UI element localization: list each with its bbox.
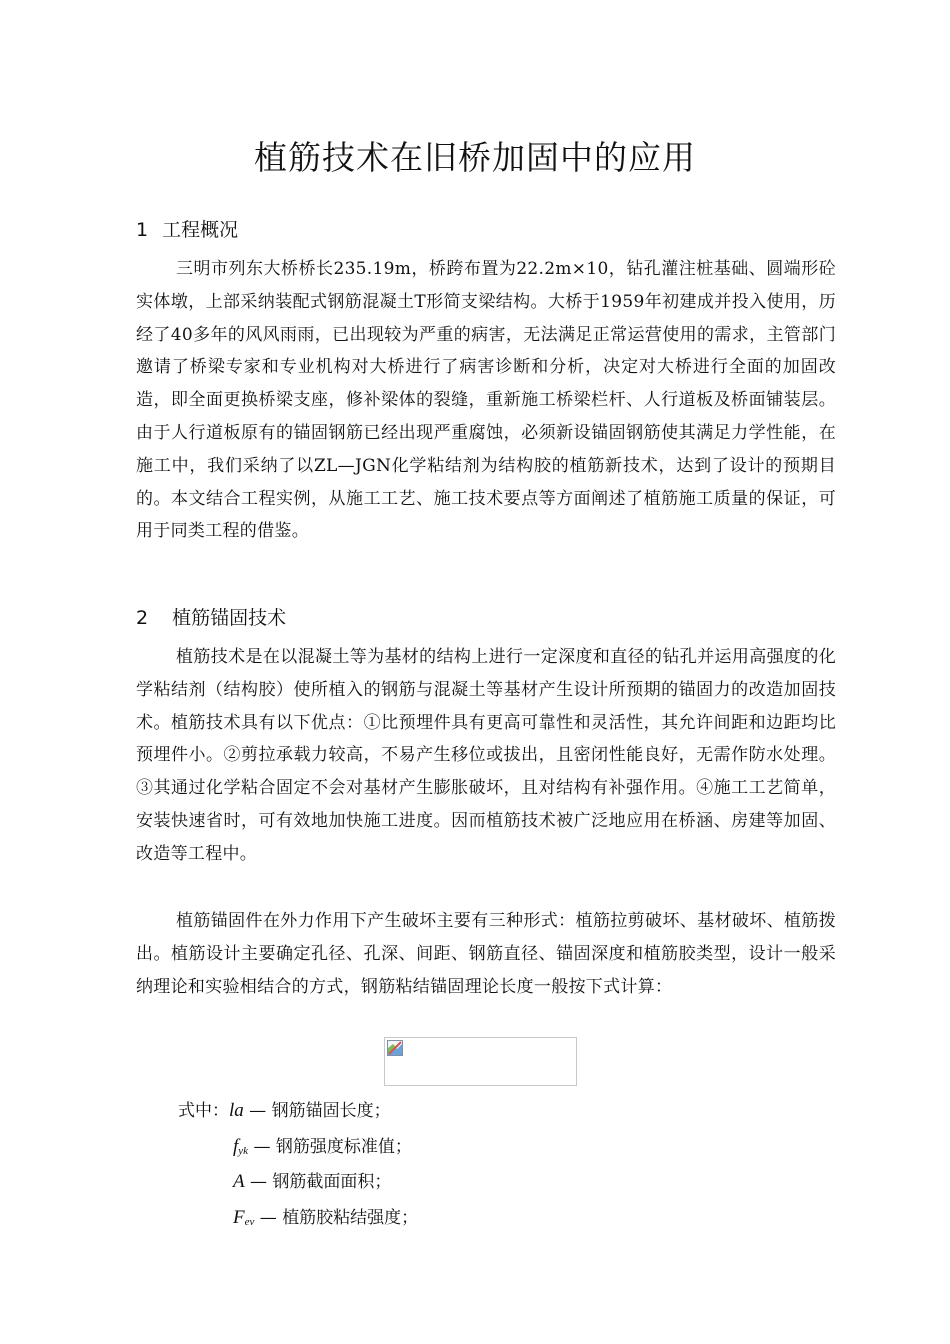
section-heading-2 — [136, 604, 286, 632]
symbol-description: 钢筋锚固长度； — [271, 1101, 391, 1121]
section-number: 2 — [136, 607, 149, 629]
symbol: $f_{yk}$ — [233, 1136, 249, 1157]
document-title: 植筋技术在旧桥加固中的应用 — [254, 138, 696, 177]
section-heading-1 — [136, 216, 238, 244]
paragraph-overview: 三明市列东大桥桥长235.19m，桥跨布置为22.2m×10，钻孔灌注桩基础、圆端形砼实体墩，上部采纳装配式钢筋混凝土T形简支梁结构。大桥于1959年初建成并投入使用，历经了40多年的风风雨雨，已出现较为严重的病害，无法满足正常运营使用的需求，主管部门邀请了桥梁专家和专业机构对大桥进行了病害诊断和分析，决定对大桥进行全面的加固改造，即全面更换桥梁支座，修补梁体的裂缝，重新施工桥梁栏杆、人行道板及桥面铺装层。由于人行道板原有的锚固钢筋已经出现严重腐蚀，必须新设锚固钢筋使其满足力学性能，在施工中，我们采纳了以ZL—JGN化学粘结剂为结构胶的植筋新技术，达到了设计的预期目的。本文结合工程实例，从施工工艺、施工技术要点等方面阐述了植筋施工质量的保证，可用于同类工程的借鉴。 — [136, 259, 836, 542]
symbol-description: 钢筋截面面积； — [272, 1172, 392, 1192]
symbol: A — [233, 1171, 245, 1192]
symbol: $F_{ev}$ — [233, 1207, 255, 1228]
where-label: 式中： — [178, 1101, 229, 1121]
symbol-description: 钢筋强度标准值； — [275, 1137, 412, 1157]
symbol-definition-fev — [233, 1204, 418, 1236]
symbol-definition-fyk — [233, 1133, 412, 1165]
symbol-dash: — — [243, 1101, 272, 1121]
symbol-dash: — — [244, 1172, 273, 1192]
broken-image-icon — [387, 1040, 403, 1056]
formula-image-placeholder — [384, 1037, 577, 1086]
symbol-dash: — — [254, 1208, 283, 1228]
paragraph-technique: 植筋技术是在以混凝土等为基材的结构上进行一定深度和直径的钻孔并运用高强度的化学粘结剂（结构胶）使所植入的钢筋与混凝土等基材产生设计所预期的锚固力的改造加固技术。植筋技术具有以下优点：①比预埋件具有更高可靠性和灵活性，其允许间距和边距均比预埋件小。②剪拉承载力较高，不易产生移位或拔出，且密闭性能良好，无需作防水处理。③其通过化学粘合固定不会对基材产生膨胀破坏，且对结构有补强作用。④施工工艺简单，安装快速省时，可有效地加快施工进度。因而植筋技术被广泛地应用在桥涵、房建等加固、改造等工程中。 — [136, 647, 836, 864]
symbol-definition-a — [233, 1168, 391, 1196]
paragraph-anchorage: 植筋锚固件在外力作用下产生破坏主要有三种形式：植筋拉剪破坏、基材破坏、植筋拨出。植筋设计主要确定孔径、孔深、间距、钢筋直径、锚固深度和植筋胶类型，设计一般采纳理论和实验相结合的方式，钢筋粘结锚固理论长度一般按下式计算： — [136, 911, 836, 997]
symbol: la — [229, 1100, 244, 1121]
symbol-dash: — — [248, 1137, 276, 1157]
symbol-definition-la — [178, 1097, 391, 1125]
section-title: 植筋锚固技术 — [172, 607, 287, 629]
section-title: 工程概况 — [162, 219, 239, 241]
section-number: 1 — [136, 219, 149, 241]
symbol-description: 植筋胶粘结强度； — [282, 1208, 419, 1228]
